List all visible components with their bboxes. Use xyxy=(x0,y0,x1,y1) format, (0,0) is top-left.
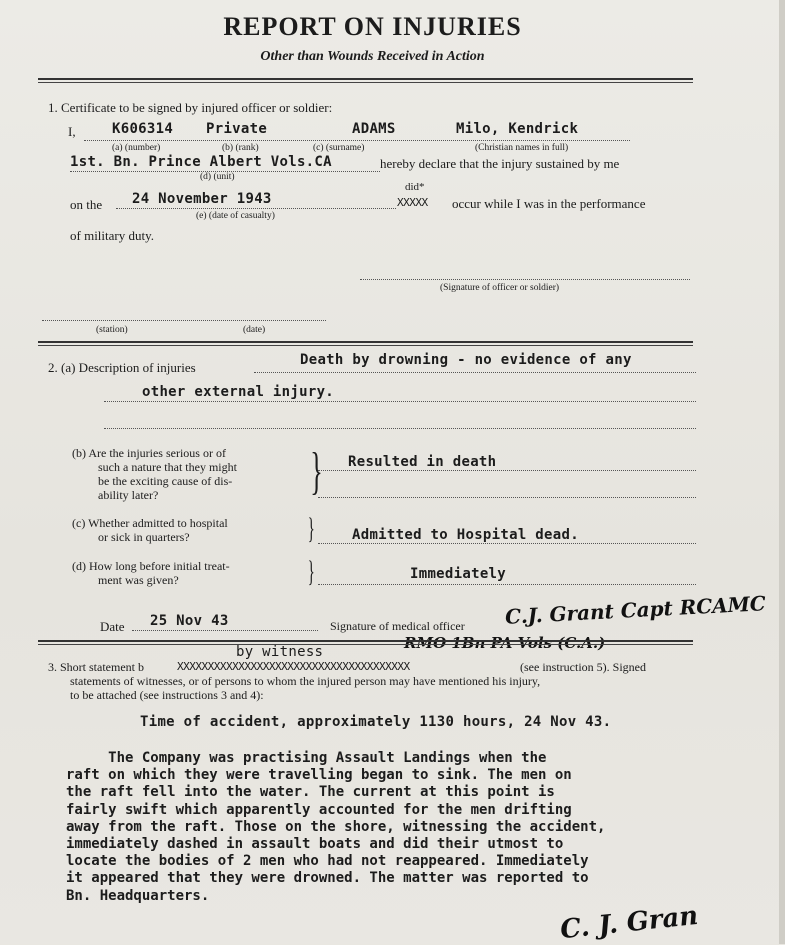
military-duty-text: of military duty. xyxy=(70,228,155,243)
statement-line: the raft fell into the water. The current at this point is xyxy=(66,784,555,801)
service-number: K606314 xyxy=(112,121,174,137)
injury-line-3 xyxy=(104,428,696,429)
medical-officer-signature-label: Signature of medical officer xyxy=(330,619,465,633)
time-of-accident: Time of accident, approximately 1130 hours, 24 Nov 43. xyxy=(140,714,612,730)
injury-line-2 xyxy=(104,401,696,402)
station-date-line xyxy=(42,320,326,321)
section1-prefix: I, xyxy=(68,124,76,139)
caption-rank: (b) (rank) xyxy=(222,143,259,153)
did-insertion: did* xyxy=(405,181,425,193)
occur-text: occur while I was in the performance xyxy=(452,196,646,211)
section1-rule-top xyxy=(38,341,693,343)
date-line xyxy=(116,208,396,209)
answer-d-line xyxy=(318,584,696,585)
declare-text: hereby declare that the injury sustained by me xyxy=(380,156,620,171)
statement-line: locate the bodies of 2 men who had not reappeared. Immediately xyxy=(66,853,589,870)
injury-description-line1: Death by drowning - no evidence of any xyxy=(300,352,632,368)
injury-description-label: 2. (a) Description of injuries xyxy=(48,360,196,375)
answer-c-value: Admitted to Hospital dead. xyxy=(352,527,579,543)
question-b-label: (b) Are the injuries serious or of such a nature that they might be the exciting cause of dis- ability later? xyxy=(72,446,237,502)
caption-surname: (c) (surname) xyxy=(313,143,365,153)
statement-line: Bn. Headquarters. xyxy=(66,887,210,904)
medical-officer-signature: C.J. Grant Capt RCAMC xyxy=(504,591,767,629)
christian-names-value: Milo, Kendrick xyxy=(456,121,579,137)
caption-soldier-signature: (Signature of officer or soldier) xyxy=(440,283,560,293)
statement-line: immediately dashed in assault boats and did their utmost to xyxy=(66,836,564,853)
name-line xyxy=(84,140,630,141)
section1-rule-bottom xyxy=(38,345,693,346)
rank-value: Private xyxy=(206,121,268,137)
unit-value: 1st. Bn. Prince Albert Vols.CA xyxy=(70,154,332,170)
statement-line: fairly swift which apparently accounted for the men drifting xyxy=(66,801,572,818)
date-label: Date xyxy=(100,619,125,634)
brace-d: } xyxy=(307,555,315,588)
section1-label: 1. Certificate to be signed by injured officer or soldier: xyxy=(48,100,333,115)
section3-instruction-line2: statements of witnesses, or of persons to whom the injured person may have mentioned his injury, xyxy=(70,674,541,688)
report-date-line xyxy=(132,630,318,631)
answer-b-line-1 xyxy=(318,470,696,471)
section2-rule-top xyxy=(38,640,693,642)
report-subtitle: Other than Wounds Received in Action xyxy=(260,49,485,64)
header-rule-top xyxy=(38,78,693,80)
witness-statement xyxy=(66,750,605,905)
report-date-value: 25 Nov 43 xyxy=(150,613,229,629)
question-c-label: (c) Whether admitted to hospital or sick in quarters? xyxy=(72,516,228,544)
on-the-label: on the xyxy=(70,197,103,212)
report-title: REPORT ON INJURIES xyxy=(223,12,522,41)
statement-line: The Company was practising Assault Landings when the xyxy=(66,750,547,766)
question-d-label: (d) How long before initial treat- ment was given? xyxy=(72,559,230,587)
statement-line: away from the raft. Those on the shore, witnessing the accident, xyxy=(66,818,606,835)
section3-label-end: (see instruction 5). Signed xyxy=(520,660,646,674)
caption-station-date: (date) xyxy=(243,325,266,335)
answer-d-value: Immediately xyxy=(410,566,507,582)
caption-date-of-casualty: (e) (date of casualty) xyxy=(196,211,275,221)
header-rule-bottom xyxy=(38,82,693,83)
witness-signature: C. J. Gran xyxy=(558,900,700,945)
struck-word: XXXXX xyxy=(397,196,428,209)
page-edge xyxy=(779,0,785,944)
caption-number: (a) (number) xyxy=(112,143,161,153)
answer-b-value: Resulted in death xyxy=(348,454,497,470)
injury-description-line2: other external injury. xyxy=(142,384,335,400)
answer-b-line-2 xyxy=(318,497,696,498)
statement-line: it appeared that they were drowned. The matter was reported to xyxy=(66,870,589,887)
statement-line: raft on which they were travelling began to sink. The men on xyxy=(66,767,572,784)
section2-rule-bottom xyxy=(38,644,693,645)
brace-c: } xyxy=(307,512,315,545)
medical-officer-unit: RMO 1Bn PA Vols (C.A.) xyxy=(404,634,606,652)
section3-instruction-line3: to be attached (see instructions 3 and 4): xyxy=(70,688,264,702)
injury-line-1 xyxy=(254,372,696,373)
answer-c-line xyxy=(318,543,696,544)
inserted-by-witness: by witness xyxy=(236,644,324,660)
caption-unit: (d) (unit) xyxy=(200,172,235,182)
surname-value: ADAMS xyxy=(352,121,396,137)
soldier-signature-line xyxy=(360,279,690,280)
caption-station: (station) xyxy=(96,325,128,335)
section3-struck-text: XXXXXXXXXXXXXXXXXXXXXXXXXXXXXXXXXXXXXX xyxy=(177,660,410,673)
brace-b: } xyxy=(310,443,323,500)
section3-label-start: 3. Short statement b xyxy=(48,660,144,674)
caption-christian-names: (Christian names in full) xyxy=(475,143,569,153)
date-of-casualty-value: 24 November 1943 xyxy=(132,191,272,207)
